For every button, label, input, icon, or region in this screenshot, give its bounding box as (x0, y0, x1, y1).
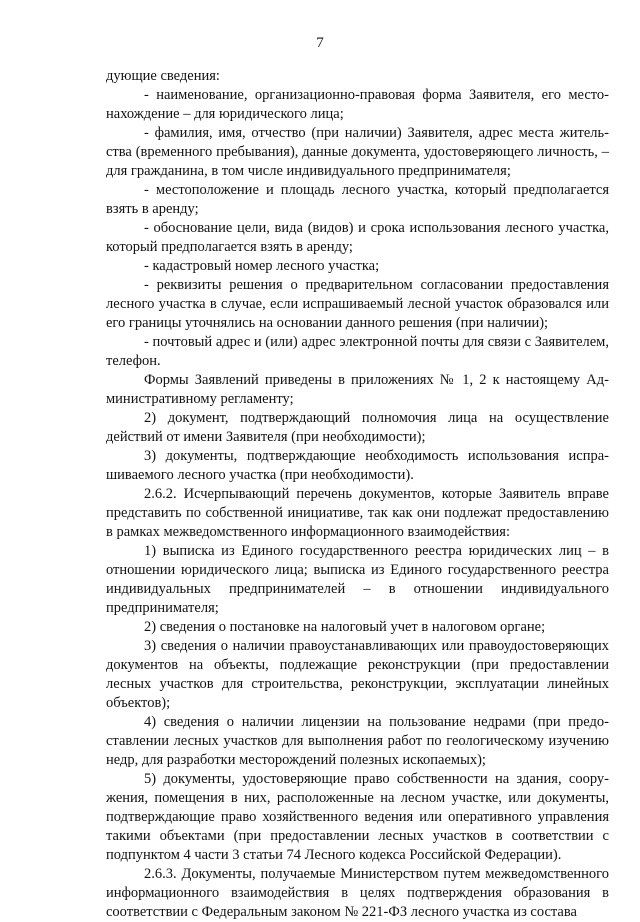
paragraph-12: 1) выписка из Единого государственного реестра юридических лиц – в отношении юридического лица; выписка из Единого государственного реестра индивидуальных предпринимателей – в отношении индивидуального предпринимателя; (106, 543, 609, 616)
paragraph-6: - реквизиты решения о предварительном согласовании предоставления лесного участка в случае, если испрашиваемый лесной участок образовался или его границы уточнялись на основании данного решения (при наличии); (106, 277, 609, 331)
paragraph-4: - обоснование цели, вида (видов) и срока использования лесного участка, который предполагается взять в аренду; (106, 220, 609, 255)
paragraph-11: 2.6.2. Исчерпывающий перечень документов, которые Заявитель вправе представить по собственной инициативе, так как они подлежат предоставлению в рамках межведомственного информационного взаимодействия: (106, 486, 609, 540)
paragraph-16: 5) документы, удостоверяющие право собственности на здания, сооружения, помещения в них, расположенные на лесном участке, или документы, подтверждающие право хозяйственного ведения или оперативного управления такими объектами (при предоставлении лесных участков в соответствии с подпунктом 4 части 3 статьи 74 Лесного кодекса Российской Федерации). (106, 771, 609, 863)
paragraph-15: 4) сведения о наличии лицензии на пользование недрами (при предоставлении лесных участков для выполнения работ по геологическому изучению недр, для разработки месторождений полезных ископаемых); (106, 714, 609, 768)
paragraph-1: - наименование, организационно-правовая форма Заявителя, его местонахождение – для юридического лица; (106, 87, 609, 122)
page-number: 7 (316, 35, 324, 51)
paragraph-2: - фамилия, имя, отчество (при наличии) Заявителя, адрес места жительства (временного пребывания), данные документа, удостоверяющего личность, – для гражданина, в том числе индивидуального предпринимателя; (106, 125, 609, 179)
paragraph-5: - кадастровый номер лесного участка; (144, 258, 380, 274)
paragraph-10: 3) документы, подтверждающие необходимость использования испрашиваемого лесного участка (при необходимости). (106, 448, 609, 483)
paragraph-13: 2) сведения о постановке на налоговый учет в налоговом органе; (144, 619, 546, 635)
paragraph-14: 3) сведения о наличии правоустанавливающих или правоудостоверяющих документов на объекты, подлежащие реконструкции (при предоставлении лесных участков для строительства, реконструкции, эксплуатации линейных объектов); (106, 638, 609, 711)
paragraph-7: - почтовый адрес и (или) адрес электронной почты для связи с Заявителем, телефон. (106, 334, 609, 369)
paragraph-8: Формы Заявлений приведены в приложениях № 1, 2 к настоящему Административному регламенту; (106, 372, 609, 407)
paragraph-0: дующие сведения: (106, 68, 220, 84)
paragraph-17: 2.6.3. Документы, получаемые Министерством путем межведомственного информационного взаимодействия в целях подтверждения образования в соответствии с Федеральным законом № 221-ФЗ лесного участка из состава (106, 866, 609, 920)
paragraph-3: - местоположение и площадь лесного участка, который предполагается взять в аренду; (106, 182, 609, 217)
paragraph-9: 2) документ, подтверждающий полномочия лица на осуществление действий от имени Заявителя (при необходимости); (106, 410, 609, 445)
document-body (106, 67, 609, 922)
